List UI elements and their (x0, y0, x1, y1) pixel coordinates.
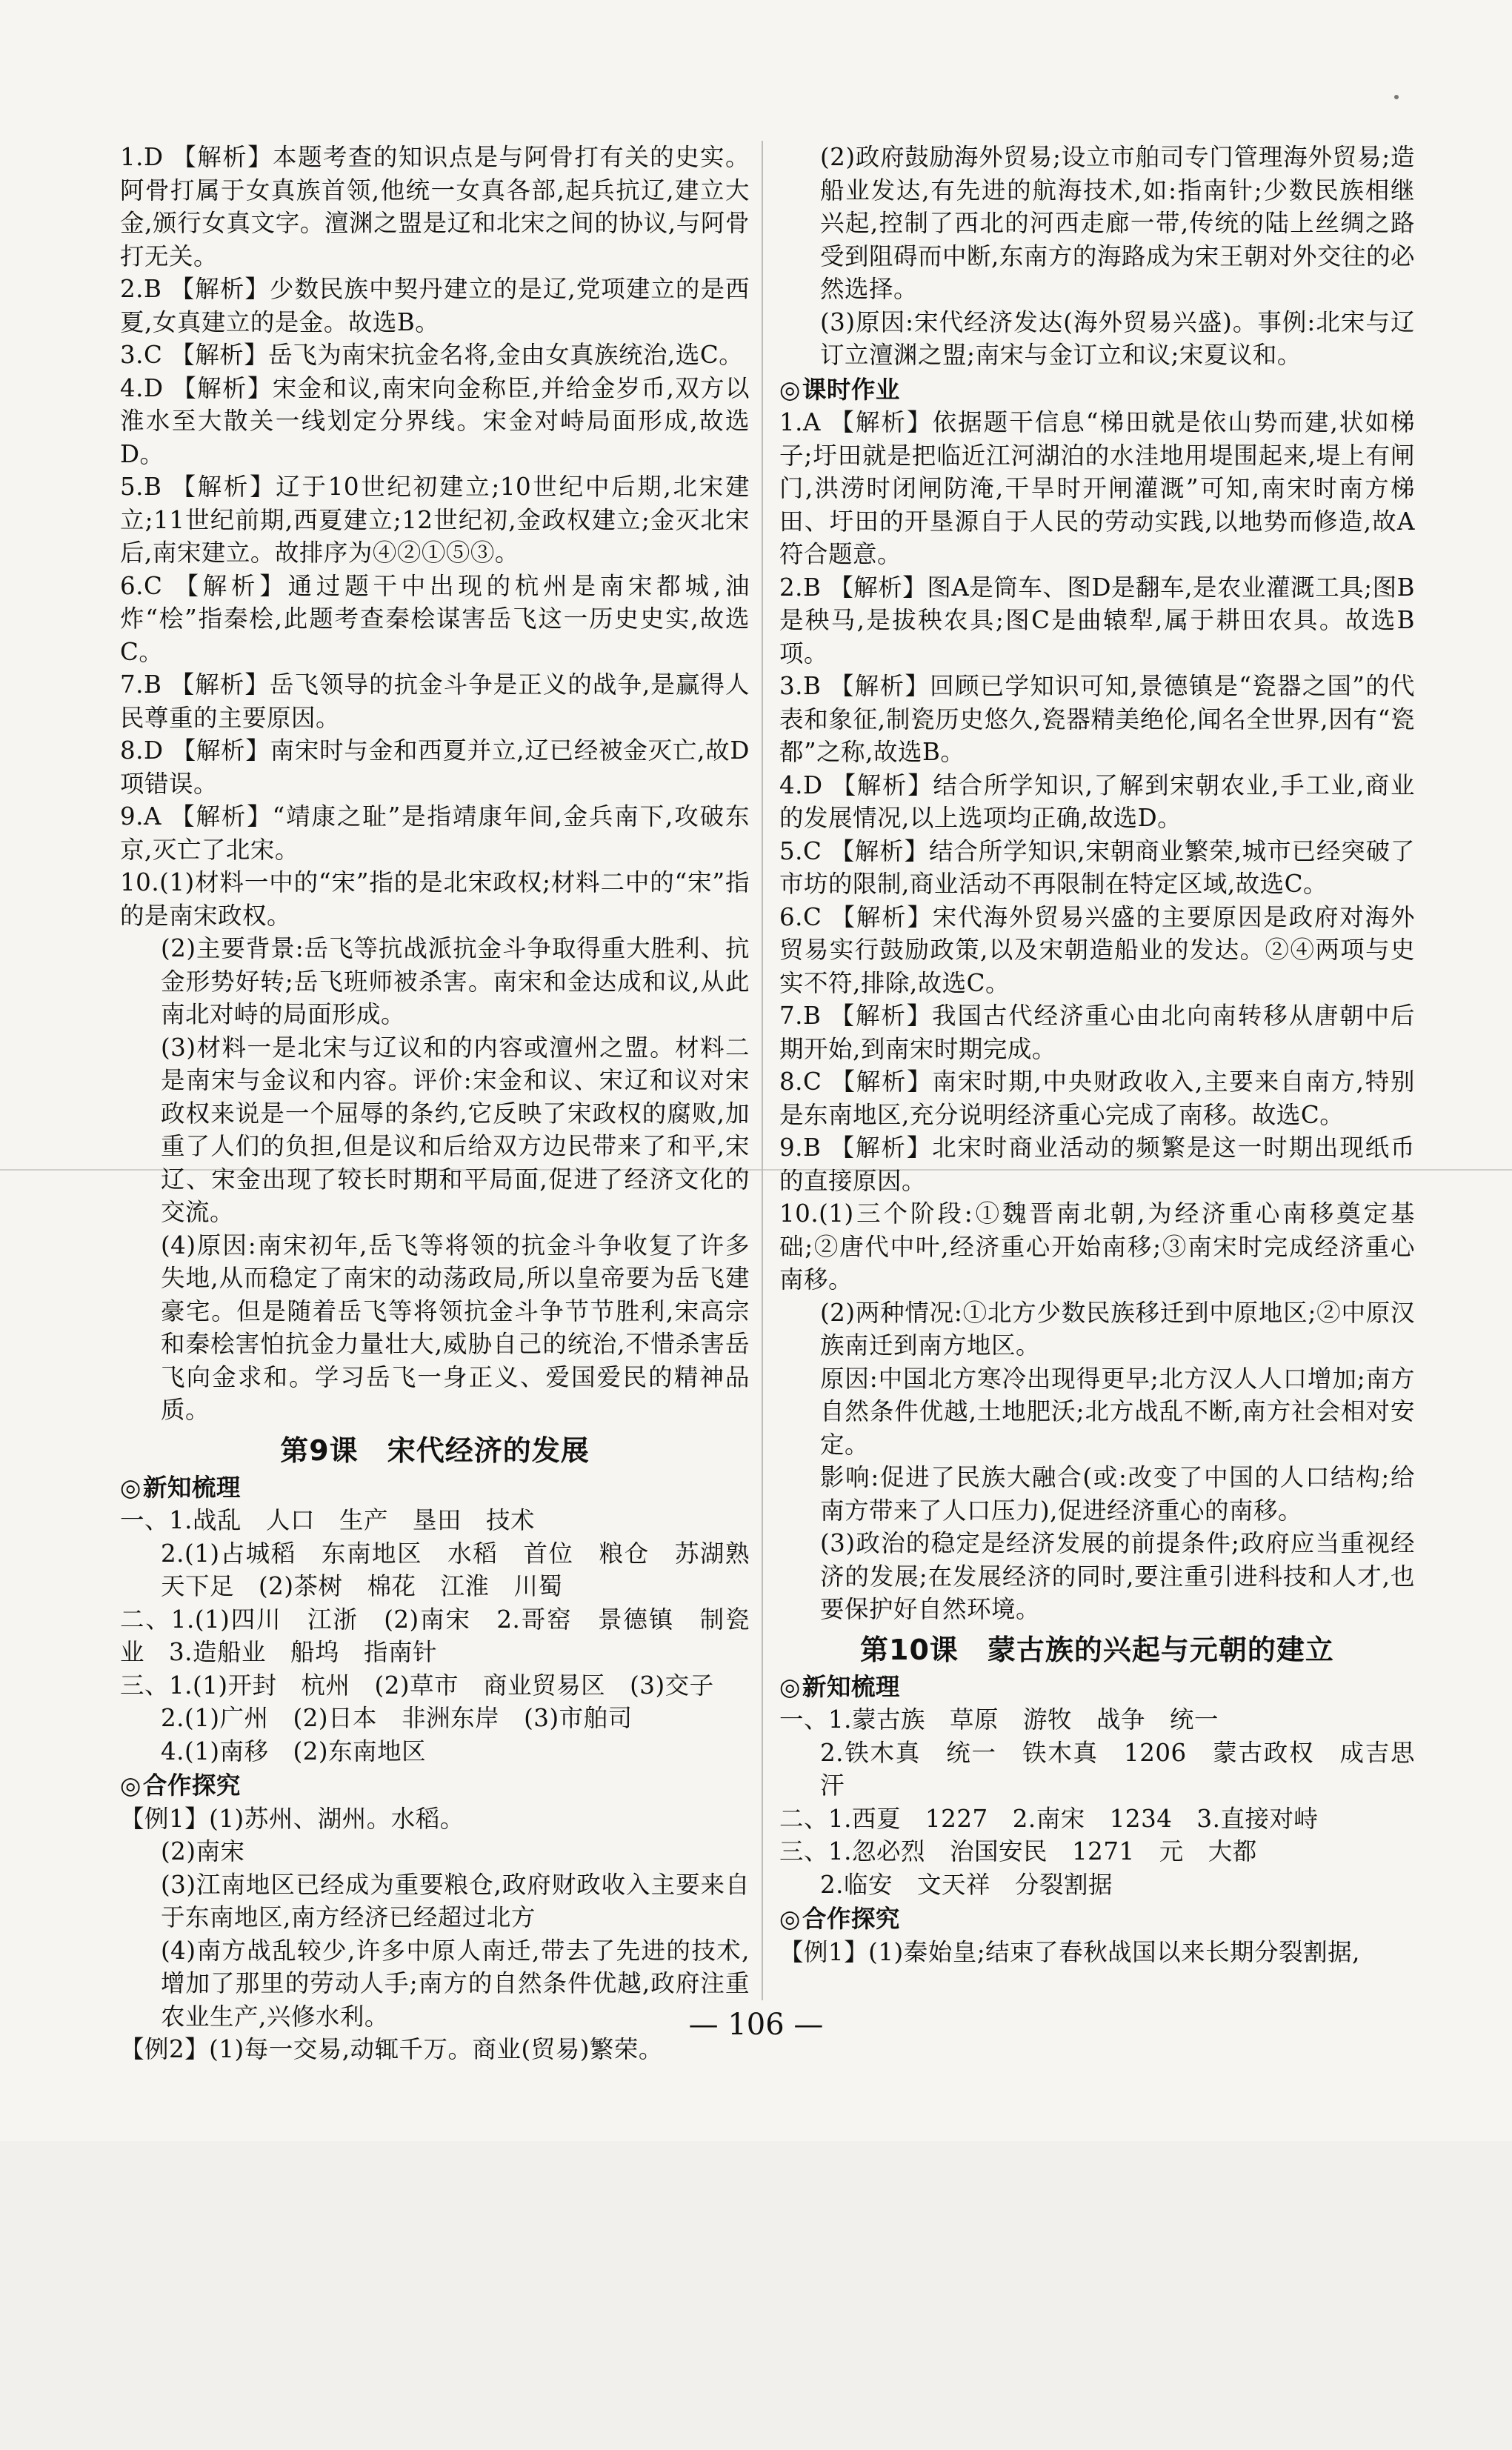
answer-subitem: 2.(1)占城稻 东南地区 水稻 首位 粮仓 苏湖熟 天下足 (2)茶树 棉花 江淮 川蜀 (161, 1539, 750, 1600)
answer-item: 三、1.(1)开封 杭州 (2)草市 商业贸易区 (3)交子 (120, 1671, 714, 1700)
answer-subitem: (4)南方战乱较少,许多中原人南迁,带去了先进的技术,增加了那里的劳动人手;南方的自然条件优越,政府注重农业生产,兴修水利。 (161, 1936, 750, 2031)
section-heading: ◎ 新知梳理 (779, 1671, 1415, 1704)
page-number: — 106 — (688, 2008, 824, 2042)
section-heading: ◎ 新知梳理 (120, 1471, 750, 1505)
answer-item: 二、1.西夏 1227 2.南宋 1234 3.直接对峙 (779, 1804, 1319, 1833)
answer-item: 7.B 【解析】岳飞领导的抗金斗争是正义的战争,是赢得人民尊重的主要原因。 (120, 670, 750, 732)
answer-subitem: 2.临安 文天祥 分裂割据 (820, 1870, 1113, 1899)
lesson-title: 第9课 宋代经济的发展 (280, 1434, 590, 1467)
answer-subitem: (3)原因:宋代经济发达(海外贸易兴盛)。事例:北宋与辽订立澶渊之盟;南宋与金订立和议;宋夏议和。 (820, 307, 1415, 369)
right-column (779, 141, 1415, 1968)
lesson-title: 第10课 蒙古族的兴起与元朝的建立 (860, 1633, 1334, 1666)
answer-item: 4.D 【解析】宋金和议,南宋向金称臣,并给金岁币,双方以淮水至大散关一线划定分界线。宋金对峙局面形成,故选D。 (120, 373, 750, 468)
answer-item: 一、1.蒙古族 草原 游牧 战争 统一 (779, 1705, 1219, 1734)
answer-subitem: (3)材料一是北宋与辽议和的内容或澶州之盟。材料二是南宋与金议和内容。评价:宋金和议、宋辽和议对宋政权来说是一个屈辱的条约,它反映了宋政权的腐败,加重了人们的负担,但是议和后给双方边民带来了和平,宋辽、宋金出现了较长时期和平局面,促进了经济文化的交流。 (161, 1033, 750, 1226)
answer-item: 1.A 【解析】依据题干信息“梯田就是依山势而建,状如梯子;圩田就是把临近江河湖泊的水洼地用堤围起来,堤上有闸门,洪涝时闭闸防淹,干旱时开闸灌溉”可知,南宋时南方梯田、圩田的开垦源自于人民的劳动实践,以地势而修造,故A符合题意。 (779, 408, 1415, 568)
answer-item: 三、1.忽必烈 治国安民 1271 元 大都 (779, 1837, 1257, 1865)
answer-item: 6.C 【解析】宋代海外贸易兴盛的主要原因是政府对海外贸易实行鼓励政策,以及宋朝造船业的发达。②④两项与史实不符,排除,故选C。 (779, 902, 1415, 997)
answer-subitem: (2)两种情况:①北方少数民族移迁到中原地区;②中原汉族南迁到南方地区。 (820, 1298, 1415, 1359)
answer-item: 一、1.战乱 人口 生产 垦田 技术 (120, 1506, 536, 1534)
answer-subitem: 2.(1)广州 (2)日本 非洲东岸 (3)市舶司 (161, 1704, 633, 1732)
answer-subitem: 2.铁木真 统一 铁木真 1206 蒙古政权 成吉思汗 (820, 1738, 1415, 1800)
scan-speck (1394, 95, 1399, 99)
answer-item: 9.A 【解析】“靖康之耻”是指靖康年间,金兵南下,攻破东京,灭亡了北宋。 (120, 802, 750, 864)
answer-item: 【例1】(1)秦始皇;结束了春秋战国以来长期分裂割据, (779, 1937, 1360, 1966)
column-divider (762, 141, 763, 2000)
answer-item: 【例1】(1)苏州、湖州。水稻。 (120, 1804, 464, 1833)
answer-item: 5.B 【解析】辽于10世纪初建立;10世纪中后期,北宋建立;11世纪前期,西夏建立;12世纪初,金政权建立;金灭北宋后,南宋建立。故排序为④②①⑤③。 (120, 473, 750, 567)
answer-subitem: (3)政治的稳定是经济发展的前提条件;政府应当重视经济的发展;在发展经济的同时,要注重引进科技和人才,也要保护好自然环境。 (820, 1529, 1415, 1623)
page-bottom-margin (0, 2141, 1512, 2450)
answer-subitem: 影响:促进了民族大融合(或:改变了中国的人口结构;给南方带来了人口压力),促进经济重心的南移。 (820, 1463, 1415, 1525)
section-heading: ◎ 课时作业 (779, 373, 1415, 407)
answer-item: 2.B 【解析】图A是筒车、图D是翻车,是农业灌溉工具;图B是秧马,是拔秧农具;图C是曲辕犁,属于耕田农具。故选B项。 (779, 573, 1415, 668)
answer-item: 4.D 【解析】结合所学知识,了解到宋朝农业,手工业,商业的发展情况,以上选项均正确,故选D。 (779, 770, 1415, 832)
answer-subitem: (4)原因:南宋初年,岳飞等将领的抗金斗争收复了许多失地,从而稳定了南宋的动荡政局,所以皇帝要为岳飞建豪宅。但是随着岳飞等将领抗金斗争节节胜利,宋高宗和秦桧害怕抗金力量壮大,威胁自己的统治,不惜杀害岳飞向金求和。学习岳飞一身正义、爱国爱民的精神品质。 (161, 1231, 750, 1424)
answer-item: 3.C 【解析】岳飞为南宋抗金名将,金由女真族统治,选C。 (120, 341, 744, 369)
answer-item: 【例2】(1)每一交易,动辄千万。商业(贸易)繁荣。 (120, 2035, 663, 2063)
answer-subitem: (2)南宋 (161, 1837, 245, 1865)
left-column (120, 141, 750, 2066)
answer-item: 6.C 【解析】通过题干中出现的杭州是南宋都城,油炸“桧”指秦桧,此题考查秦桧谋害岳飞这一历史史实,故选C。 (120, 571, 750, 666)
answer-item: 8.C 【解析】南宋时期,中央财政收入,主要来自南方,特别是东南地区,充分说明经济重心完成了南移。故选C。 (779, 1068, 1415, 1129)
answer-item: 10.(1)三个阶段:①魏晋南北朝,为经济重心南移奠定基础;②唐代中叶,经济重心开始南移;③南宋时完成经济重心南移。 (779, 1199, 1415, 1294)
answer-item: 2.B 【解析】少数民族中契丹建立的是辽,党项建立的是西夏,女真建立的是金。故选B。 (120, 275, 750, 336)
answer-subitem: 原因:中国北方寒冷出现得更早;北方汉人人口增加;南方自然条件优越,土地肥沃;北方战乱不断,南方社会相对安定。 (820, 1364, 1415, 1459)
answer-item: 5.C 【解析】结合所学知识,宋朝商业繁荣,城市已经突破了市坊的限制,商业活动不再限制在特定区域,故选C。 (779, 836, 1415, 898)
section-heading: ◎ 合作探究 (779, 1903, 1415, 1936)
answer-item: 二、1.(1)四川 江浙 (2)南宋 2.哥窑 景德镇 制瓷业 3.造船业 船坞 指南针 (120, 1605, 750, 1666)
answer-item: 3.B 【解析】回顾已学知识可知,景德镇是“瓷器之国”的代表和象征,制瓷历史悠久,瓷器精美绝伦,闻名全世界,因有“瓷都”之称,故选B。 (779, 672, 1415, 766)
answer-item: 1.D 【解析】本题考查的知识点是与阿骨打有关的史实。阿骨打属于女真族首领,他统一女真各部,起兵抗辽,建立大金,颁行女真文字。澶渊之盟是辽和北宋之间的协议,与阿骨打无关。 (120, 143, 750, 270)
section-heading: ◎ 合作探究 (120, 1769, 750, 1802)
answer-item: 9.B 【解析】北宋时商业活动的频繁是这一时期出现纸币的直接原因。 (779, 1134, 1415, 1195)
answer-subitem: (2)主要背景:岳飞等抗战派抗金斗争取得重大胜利、抗金形势好转;岳飞班师被杀害。南宋和金达成和议,从此南北对峙的局面形成。 (161, 934, 750, 1028)
answer-subitem: 4.(1)南移 (2)东南地区 (161, 1737, 427, 1765)
answer-item: 10.(1)材料一中的“宋”指的是北宋政权;材料二中的“宋”指的是南宋政权。 (120, 868, 750, 930)
answer-item: 7.B 【解析】我国古代经济重心由北向南转移从唐朝中后期开始,到南宋时期完成。 (779, 1002, 1415, 1063)
answer-subitem: (2)政府鼓励海外贸易;设立市舶司专门管理海外贸易;造船业发达,有先进的航海技术,如:指南针;少数民族相继兴起,控制了西北的河西走廊一带,传统的陆上丝绸之路受到阻碍而中断,东南方的海路成为宋王朝对外交往的必然选择。 (820, 143, 1415, 303)
answer-item: 8.D 【解析】南宋时与金和西夏并立,辽已经被金灭亡,故D项错误。 (120, 736, 750, 798)
answer-subitem: (3)江南地区已经成为重要粮仓,政府财政收入主要来自于东南地区,南方经济已经超过北方 (161, 1870, 750, 1931)
